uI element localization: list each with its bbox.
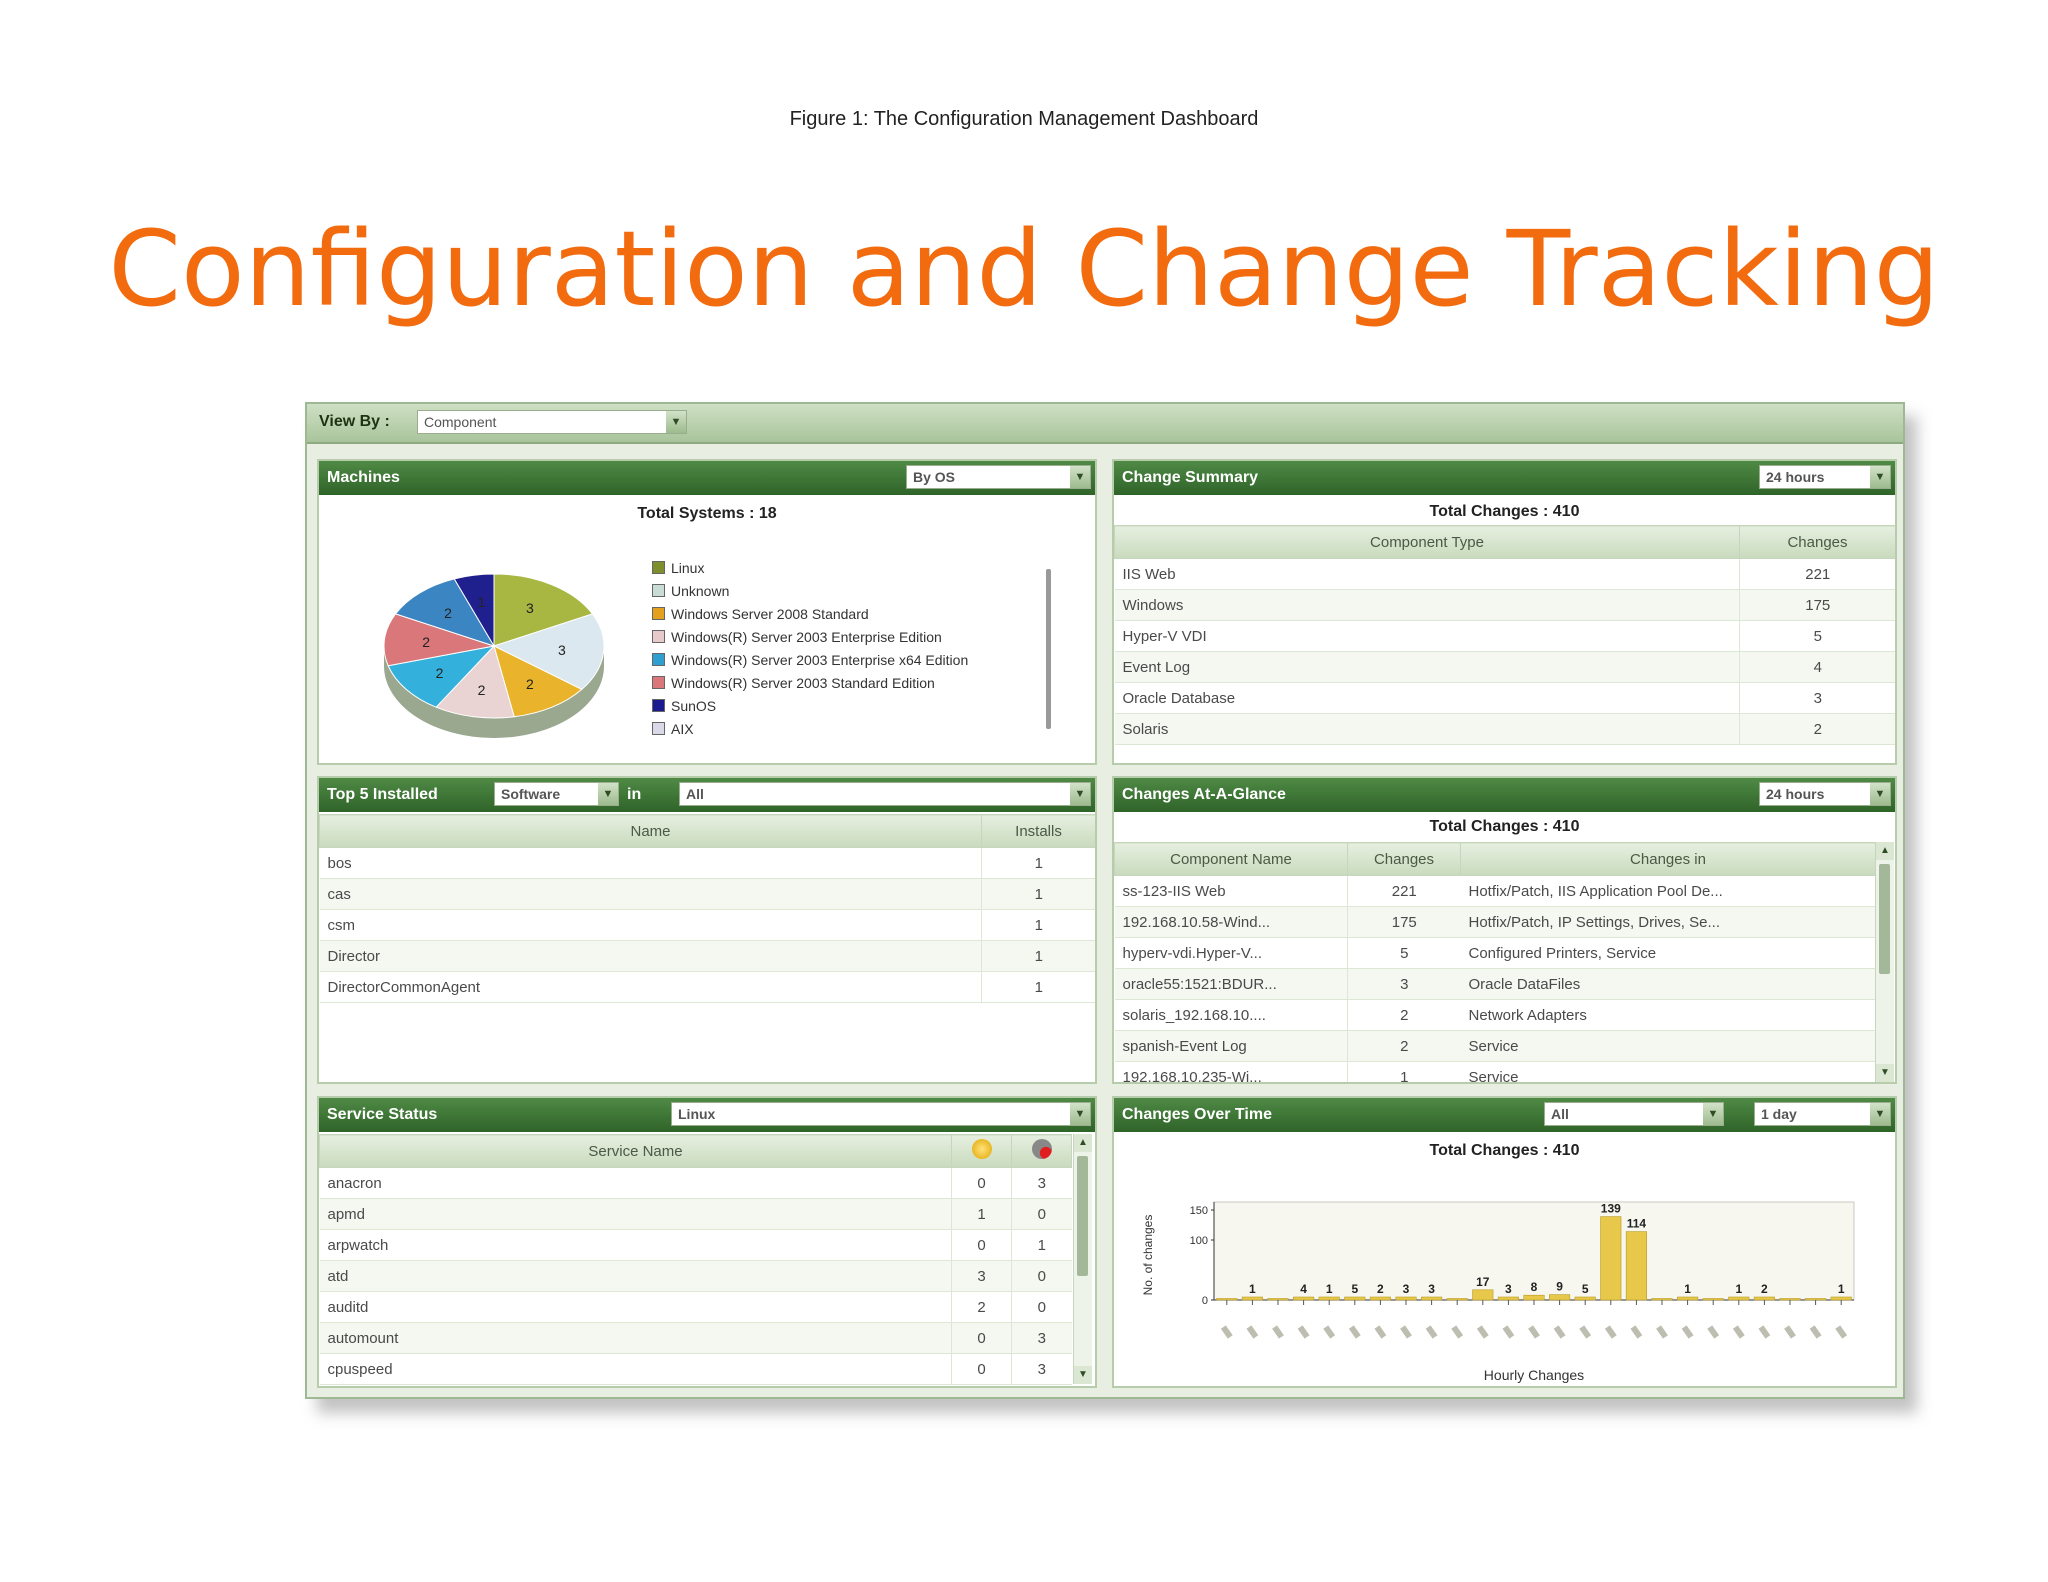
legend-item [652,557,968,580]
bar [1319,1297,1339,1300]
legend-item [652,672,968,695]
chevron-down-icon[interactable]: ▼ [598,783,618,805]
y-tick-label: 0 [1201,1295,1208,1307]
machines-group-select[interactable] [906,465,1091,489]
x-tick-label [1784,1325,1796,1338]
glance-table [1114,842,1876,1084]
bar-value-label: 3 [1402,1282,1410,1296]
y-tick-label: 100 [1189,1235,1208,1247]
table-cell: 0 [952,1354,1012,1385]
change-summary-title: Change Summary [1122,469,1259,486]
glance-title: Changes At-A-Glance [1122,786,1286,803]
top5-scope-select[interactable] [679,782,1091,806]
over-time-filter-value: All [1551,1106,1569,1122]
pie-slice-label: 3 [558,642,566,659]
machines-header [319,461,1095,495]
bar [1626,1232,1646,1300]
bar [1498,1297,1518,1300]
table-cell: ss-123-IIS Web [1115,876,1348,907]
table-cell: auditd [320,1292,952,1323]
bar [1805,1299,1825,1301]
x-tick-label [1656,1325,1668,1338]
bar [1345,1297,1365,1300]
bar-value-label: 1 [1684,1282,1691,1296]
table-row[interactable] [320,941,1096,972]
legend-item [652,649,968,672]
table-cell: 4 [1740,652,1896,683]
bar-value-label: 4 [1300,1282,1307,1296]
table-cell: apmd [320,1199,952,1230]
legend-swatch [652,722,665,735]
x-tick-label [1272,1325,1284,1338]
bar-value-label: 1 [1325,1282,1333,1296]
pie-slice-label: 2 [526,675,534,692]
legend-swatch [652,561,665,574]
view-by-value: Component [424,414,497,430]
table-cell: 0 [1012,1199,1072,1230]
legend-label: Unknown [671,583,730,599]
scroll-down-icon[interactable]: ▼ [1876,1064,1894,1082]
service-table [319,1134,1072,1385]
table-row[interactable] [320,1354,1072,1385]
scroll-down-icon[interactable]: ▼ [1074,1366,1092,1384]
bar [1421,1297,1441,1300]
table-cell: Service [1461,1062,1876,1085]
change-summary-period-value: 24 hours [1766,469,1825,485]
table-cell: anacron [320,1168,952,1199]
bar [1473,1290,1493,1300]
column-header-changes-in[interactable]: Changes in [1461,843,1876,876]
bar [1831,1297,1851,1300]
table-cell: Service [1461,1031,1876,1062]
table-cell: 3 [1012,1168,1072,1199]
table-cell: Hotfix/Patch, IP Settings, Drives, Se... [1461,907,1876,938]
top5-header [319,778,1095,812]
slide-title: Configuration and Change Tracking [108,208,1940,330]
service-title: Service Status [327,1106,438,1123]
legend-label: Windows(R) Server 2003 Enterprise x64 Edition [671,652,969,668]
column-header-stopped[interactable] [1012,1135,1072,1168]
legend-swatch [652,676,665,689]
bar [1677,1297,1697,1300]
x-tick-label [1400,1325,1412,1338]
table-row[interactable] [1115,907,1876,938]
bar-value-label: 2 [1377,1282,1384,1296]
change-summary-header [1114,461,1895,495]
chevron-down-icon[interactable]: ▼ [666,411,686,433]
service-scrollbar[interactable] [1073,1134,1092,1384]
y-axis-label: No. of changes [1141,1214,1155,1296]
legend-label: AIX [671,721,694,737]
legend-label: Windows(R) Server 2003 Enterprise Edition [671,629,942,645]
bar-value-label: 1 [1249,1282,1256,1296]
bar-value-label: 1 [1735,1282,1743,1296]
table-cell: 5 [1740,621,1896,652]
table-cell: DirectorCommonAgent [320,972,982,1003]
view-by-select[interactable] [417,410,687,434]
bar [1268,1299,1288,1301]
table-cell: 5 [1348,938,1461,969]
table-row[interactable] [320,1199,1072,1230]
change-summary-panel [1112,459,1897,765]
bar-value-label: 3 [1505,1282,1512,1296]
table-cell: Director [320,941,982,972]
legend-swatch [652,584,665,597]
glance-header [1114,778,1895,812]
bar [1293,1297,1313,1300]
legend-swatch [652,653,665,666]
service-header [319,1098,1095,1132]
table-row[interactable] [320,1230,1072,1261]
x-tick-label [1579,1325,1591,1338]
bar [1524,1295,1544,1300]
bar [1754,1297,1774,1300]
service-scroll-thumb[interactable] [1077,1156,1088,1276]
x-tick-label [1221,1325,1233,1338]
bar [1575,1297,1595,1300]
legend-item [652,626,968,649]
over-time-range-value: 1 day [1761,1106,1797,1122]
running-status-icon [972,1139,992,1159]
table-cell: spanish-Event Log [1115,1031,1348,1062]
table-cell: 3 [1348,969,1461,1000]
chevron-down-icon[interactable]: ▼ [1070,783,1090,805]
table-cell: 1 [982,848,1096,879]
column-header-installs[interactable]: Installs [982,815,1096,848]
table-cell: 0 [1012,1292,1072,1323]
legend-scrollbar[interactable] [1039,557,1057,753]
change-summary-table [1114,525,1896,745]
table-cell: 1 [982,910,1096,941]
table-cell: IIS Web [1115,559,1740,590]
table-cell: 2 [1348,1031,1461,1062]
column-header-running[interactable] [952,1135,1012,1168]
over-time-total: Total Changes : 410 [1429,1142,1580,1159]
table-cell: automount [320,1323,952,1354]
over-time-title: Changes Over Time [1122,1106,1272,1123]
table-cell: 1 [982,941,1096,972]
legend-scroll-thumb[interactable] [1046,569,1051,729]
table-cell: 3 [1740,683,1896,714]
glance-scrollbar[interactable] [1875,842,1894,1082]
chevron-down-icon[interactable]: ▼ [1703,1103,1723,1125]
x-tick-label [1810,1325,1822,1338]
table-cell: oracle55:1521:BDUR... [1115,969,1348,1000]
top5-category-select[interactable] [494,782,619,806]
table-cell: 192.168.10.58-Wind... [1115,907,1348,938]
change-summary-period-select[interactable] [1759,465,1891,489]
x-tick-label [1503,1325,1515,1338]
view-by-bar [307,404,1903,444]
glance-period-select[interactable] [1759,782,1891,806]
over-time-header [1114,1098,1895,1132]
glance-period-value: 24 hours [1766,786,1825,802]
pie-slice-label: 3 [526,600,534,617]
table-cell: atd [320,1261,952,1292]
x-tick-label [1835,1325,1847,1338]
x-tick-label [1451,1325,1463,1338]
pie-slice-label: 1 [477,594,486,611]
x-tick-label [1605,1325,1617,1338]
service-os-value: Linux [678,1106,716,1122]
legend-swatch [652,699,665,712]
table-row[interactable] [320,1323,1072,1354]
bar-value-label: 5 [1581,1282,1589,1296]
pie-slice-label: 2 [477,681,486,698]
top5-in-label: in [627,786,642,803]
x-tick-label [1247,1325,1259,1338]
table-row[interactable] [320,879,1096,910]
legend-item [652,718,968,741]
top5-installed-panel [317,776,1097,1084]
column-header-changes[interactable]: Changes [1740,526,1896,559]
machines-group-value: By OS [913,469,956,485]
legend-item [652,603,968,626]
table-row[interactable] [320,972,1096,1003]
table-row[interactable] [1115,559,1896,590]
table-cell: 2 [1740,714,1896,745]
service-status-panel [317,1096,1097,1388]
table-cell: hyperv-vdi.Hyper-V... [1115,938,1348,969]
table-cell: Oracle Database [1115,683,1740,714]
bar-value-label: 8 [1530,1280,1538,1295]
bar [1396,1297,1416,1300]
bar [1447,1299,1467,1301]
top5-table [319,814,1096,1003]
table-row[interactable] [1115,652,1896,683]
pie-slice-label: 2 [444,605,452,622]
table-row[interactable] [1115,876,1876,907]
table-cell: 1 [982,879,1096,910]
bar [1729,1297,1749,1300]
bar [1703,1299,1723,1301]
table-cell: 0 [952,1323,1012,1354]
table-row[interactable] [1115,969,1876,1000]
table-cell: 3 [1012,1354,1072,1385]
table-cell: bos [320,848,982,879]
bar [1217,1299,1237,1301]
column-header-name[interactable]: Name [320,815,982,848]
table-cell: 3 [1012,1323,1072,1354]
legend-item [652,580,968,603]
x-tick-label [1759,1325,1771,1338]
table-cell: cas [320,879,982,910]
table-cell: 2 [952,1292,1012,1323]
table-cell: Configured Printers, Service [1461,938,1876,969]
x-tick-label [1528,1325,1540,1338]
column-header-component-name[interactable]: Component Name [1115,843,1348,876]
top5-scope-value: All [686,786,704,802]
over-time-range-select[interactable] [1754,1102,1891,1126]
total-systems: Total Systems : 18 [637,505,777,522]
table-cell: 0 [952,1230,1012,1261]
bar-value-label: 9 [1556,1279,1563,1294]
stopped-status-icon [1032,1139,1052,1159]
x-tick-label [1375,1325,1387,1338]
machines-panel [317,459,1097,765]
table-row[interactable] [320,1261,1072,1292]
top5-category-value: Software [501,786,561,802]
table-cell: 0 [952,1168,1012,1199]
table-row[interactable] [1115,1062,1876,1085]
service-os-select[interactable] [671,1102,1091,1126]
changes-over-time-chart [1114,1160,1895,1386]
chevron-down-icon[interactable]: ▼ [1070,466,1090,488]
table-row[interactable] [1115,683,1896,714]
table-cell: 221 [1740,559,1896,590]
glance-total: Total Changes : 410 [1429,818,1580,835]
table-row[interactable] [1115,938,1876,969]
bar [1601,1217,1621,1300]
x-tick-label [1733,1325,1745,1338]
bar-value-label: 5 [1351,1282,1359,1296]
legend-label: Linux [671,560,705,576]
chevron-down-icon[interactable]: ▼ [1870,783,1890,805]
table-row[interactable] [1115,590,1896,621]
chevron-down-icon[interactable]: ▼ [1870,466,1890,488]
legend-item [652,695,968,718]
bar-value-label: 2 [1761,1282,1768,1296]
bar-value-label: 17 [1476,1274,1490,1289]
dashboard [305,402,1905,1399]
table-row[interactable] [320,1292,1072,1323]
table-cell: 3 [952,1261,1012,1292]
changes-over-time-panel [1112,1096,1897,1388]
scroll-up-icon[interactable]: ▲ [1876,842,1894,860]
legend-label: Windows(R) Server 2003 Standard Edition [671,675,935,691]
over-time-filter-select[interactable] [1544,1102,1724,1126]
table-cell: 1 [1348,1062,1461,1085]
table-cell: 2 [1348,1000,1461,1031]
table-cell: csm [320,910,982,941]
table-row[interactable] [1115,621,1896,652]
table-row[interactable] [320,910,1096,941]
bar-value-label: 139 [1600,1201,1621,1216]
table-cell: Windows [1115,590,1740,621]
x-tick-label [1477,1325,1489,1338]
table-cell: 1 [952,1199,1012,1230]
table-cell: 0 [1012,1261,1072,1292]
scroll-up-icon[interactable]: ▲ [1074,1134,1092,1152]
x-tick-label [1682,1325,1694,1338]
bar [1242,1297,1262,1300]
table-cell: 221 [1348,876,1461,907]
table-cell: Oracle DataFiles [1461,969,1876,1000]
bar [1370,1297,1390,1300]
table-cell: 1 [1012,1230,1072,1261]
table-cell: Hyper-V VDI [1115,621,1740,652]
bar-value-label: 1 [1837,1282,1845,1296]
machines-title: Machines [327,469,400,486]
x-tick-label [1631,1325,1643,1338]
change-summary-total: Total Changes : 410 [1429,503,1580,520]
table-cell: 175 [1348,907,1461,938]
legend-label: Windows Server 2008 Standard [671,606,869,622]
legend-swatch [652,607,665,620]
bar [1652,1299,1672,1301]
bar-value-label: 114 [1626,1216,1647,1231]
table-row[interactable] [320,848,1096,879]
os-pie-chart [369,556,629,746]
x-tick-label [1707,1325,1719,1338]
column-header-changes[interactable]: Changes [1348,843,1461,876]
x-tick-label [1349,1325,1361,1338]
table-cell: Event Log [1115,652,1740,683]
x-tick-label [1298,1325,1310,1338]
pie-slice-label: 2 [435,664,444,681]
column-header-component-type[interactable]: Component Type [1115,526,1740,559]
x-tick-label [1554,1325,1566,1338]
pie-slice-label: 2 [422,633,430,650]
bar [1549,1295,1569,1300]
x-axis-label: Hourly Changes [1483,1367,1585,1383]
bar [1780,1299,1800,1301]
y-tick-label: 150 [1189,1205,1208,1217]
legend-label: SunOS [671,698,717,714]
column-header-service-name[interactable]: Service Name [320,1135,952,1168]
view-by-label: View By : [319,413,390,430]
figure-caption: Figure 1: The Configuration Management Dashboard [789,108,1259,130]
table-row[interactable] [1115,1031,1876,1062]
table-row[interactable] [1115,714,1896,745]
table-cell: Network Adapters [1461,1000,1876,1031]
x-tick-label [1323,1325,1335,1338]
legend-swatch [652,630,665,643]
x-tick-label [1426,1325,1438,1338]
chevron-down-icon[interactable]: ▼ [1070,1103,1090,1125]
table-cell: arpwatch [320,1230,952,1261]
table-cell: Solaris [1115,714,1740,745]
table-cell: 175 [1740,590,1896,621]
table-cell: solaris_192.168.10.... [1115,1000,1348,1031]
bar-value-label: 3 [1428,1282,1435,1296]
changes-at-a-glance-panel [1112,776,1897,1084]
top5-title: Top 5 Installed [327,786,438,803]
table-row[interactable] [320,1168,1072,1199]
chevron-down-icon[interactable]: ▼ [1870,1103,1890,1125]
table-cell: cpuspeed [320,1354,952,1385]
table-cell: 1 [982,972,1096,1003]
table-row[interactable] [1115,1000,1876,1031]
table-cell: Hotfix/Patch, IIS Application Pool De... [1461,876,1876,907]
table-cell: 192.168.10.235-Wi... [1115,1062,1348,1085]
os-legend [652,557,968,741]
glance-scroll-thumb[interactable] [1879,864,1890,974]
